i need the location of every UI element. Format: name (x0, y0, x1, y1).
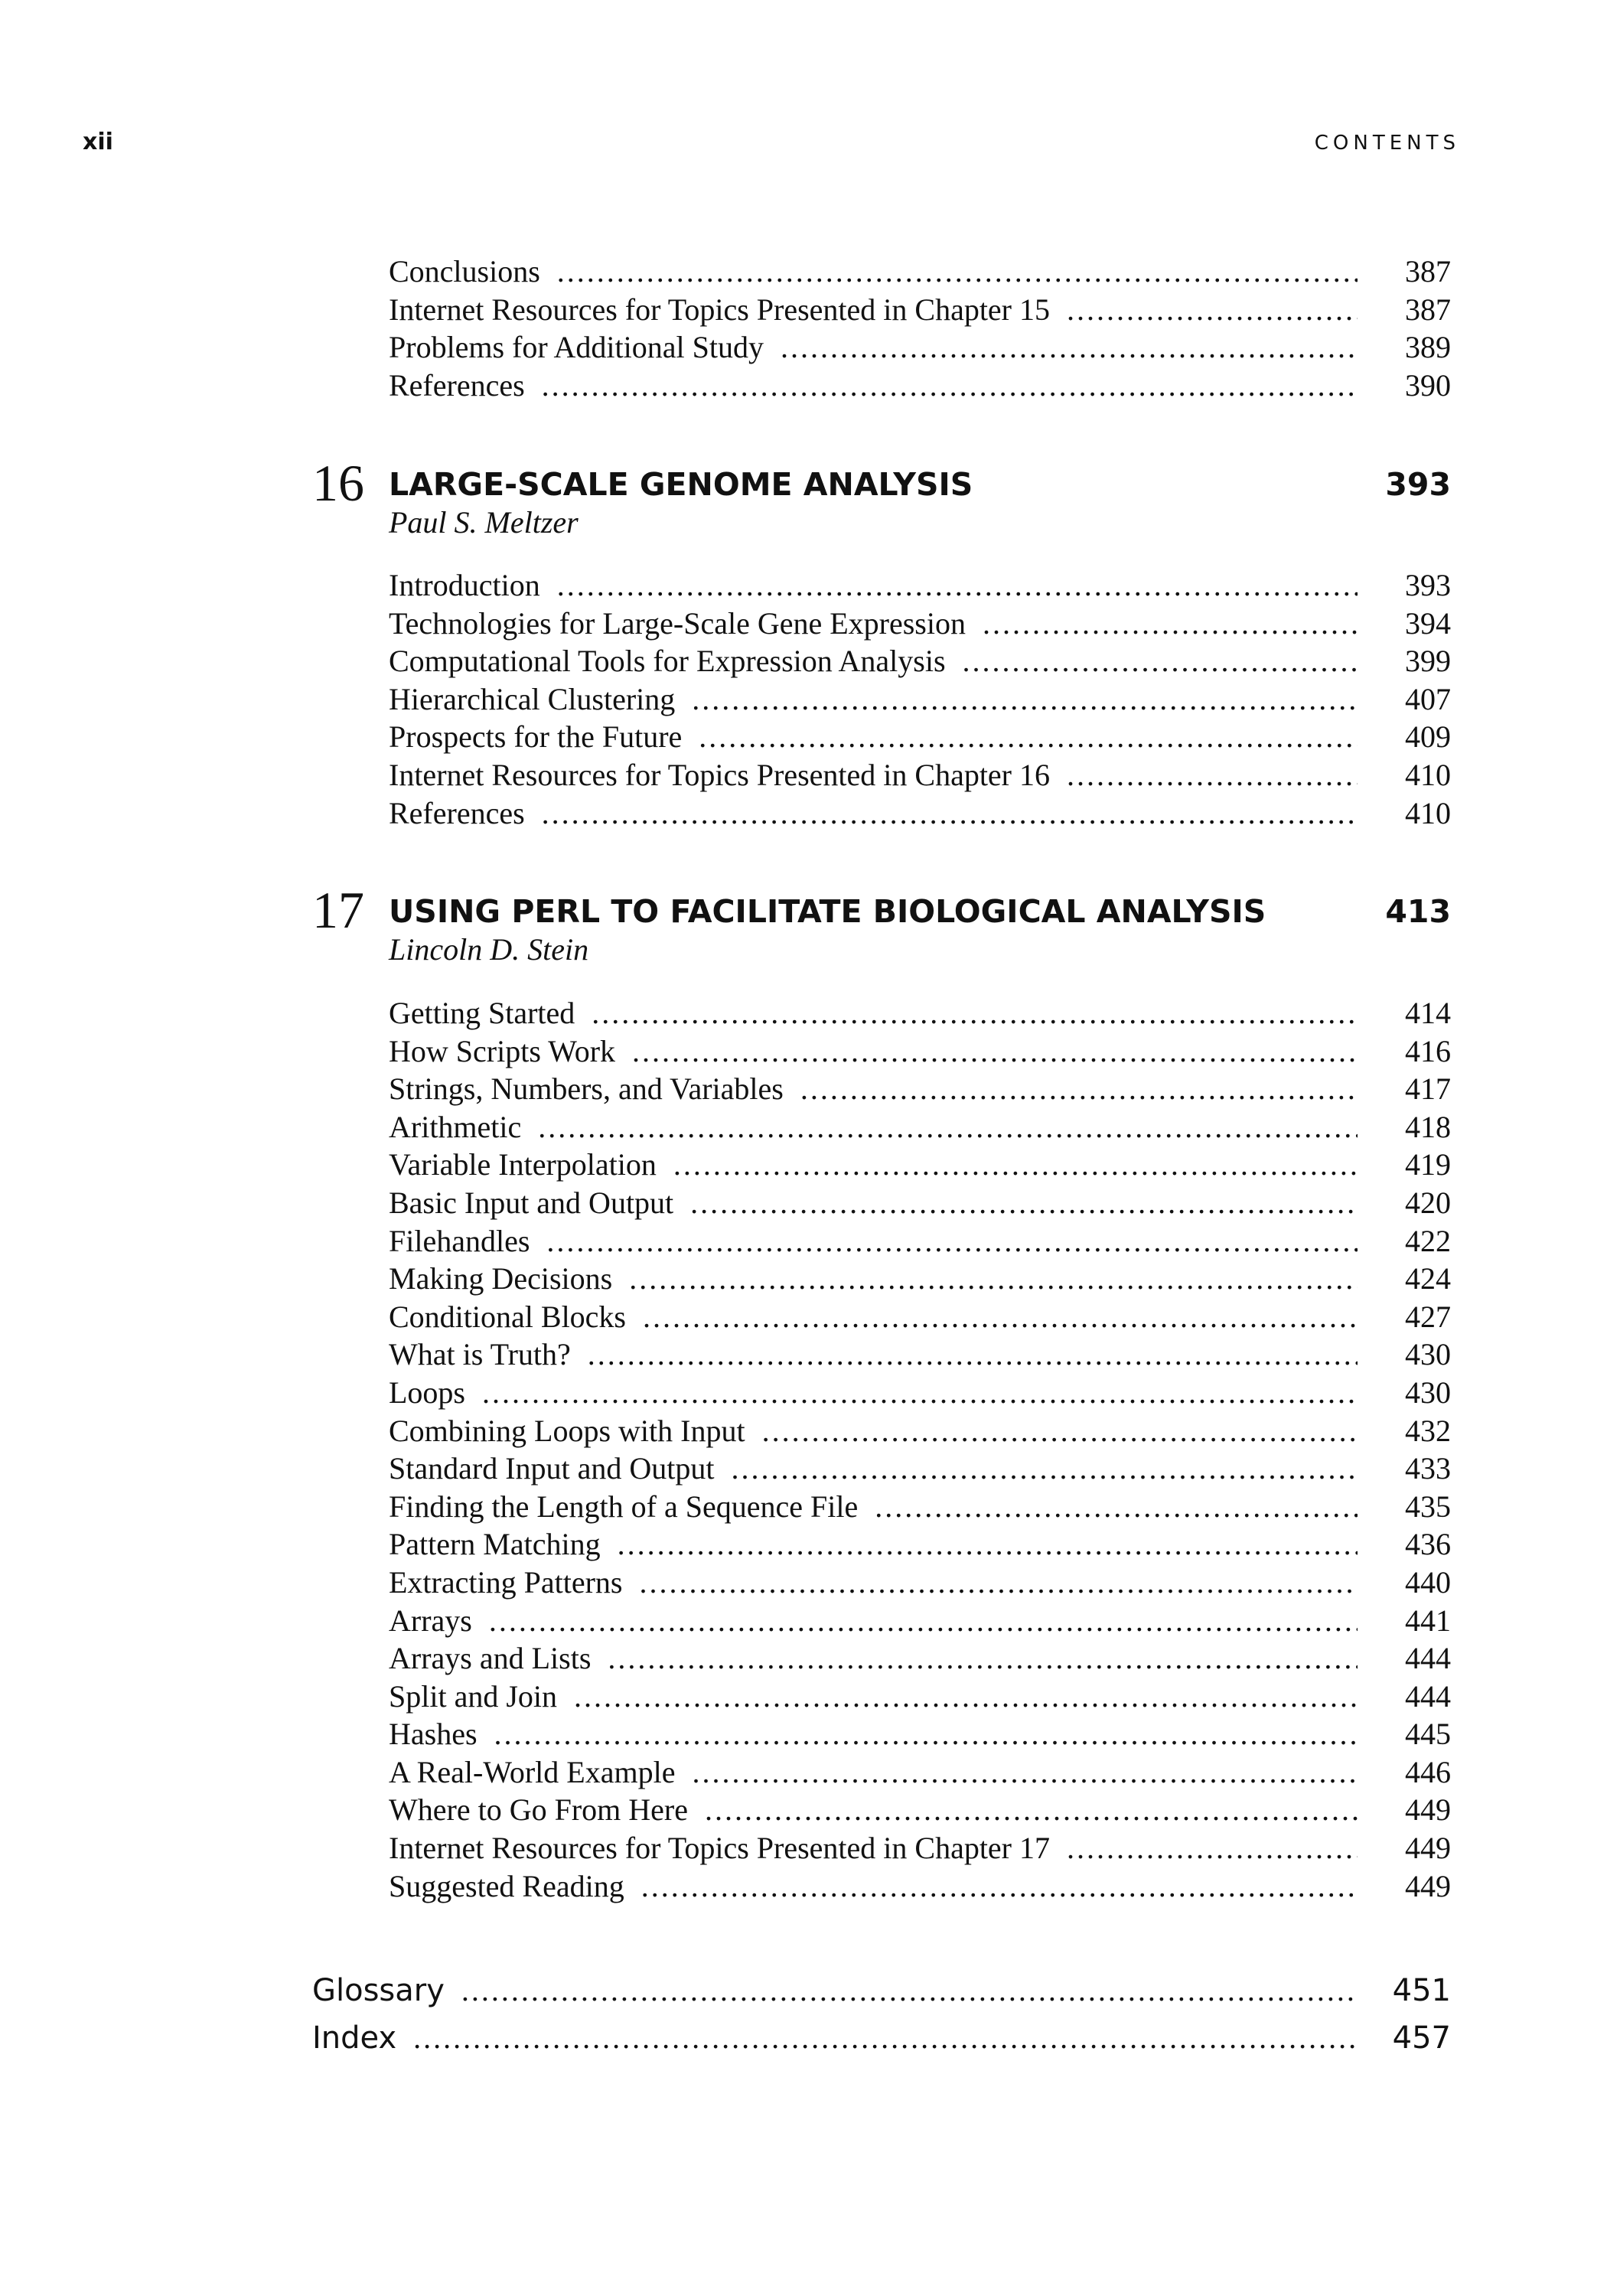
toc-entry-page: 444 (1405, 1641, 1451, 1676)
toc-entry-page: 436 (1405, 1527, 1451, 1562)
toc-entry-page: 409 (1405, 719, 1451, 755)
toc-entry-page: 424 (1405, 1261, 1451, 1296)
toc-entry-title: Arrays and Lists (389, 1641, 592, 1676)
toc-entry[interactable] (389, 1222, 1451, 1261)
toc-entry-title: Arithmetic (389, 1109, 522, 1144)
toc-entry-page: 449 (1405, 1831, 1451, 1866)
toc-entry-page: 457 (1392, 2020, 1451, 2056)
chapter-page: 413 (1385, 893, 1451, 930)
toc-entry-page: 394 (1405, 605, 1451, 641)
toc-entry-title: Variable Interpolation (389, 1147, 657, 1182)
toc-entry-title: Conditional Blocks (389, 1299, 626, 1334)
toc-entry[interactable] (389, 1639, 1451, 1678)
chapter-title: LARGE-SCALE GENOME ANALYSIS (389, 466, 973, 503)
toc-entry[interactable] (389, 1298, 1451, 1336)
toc-chapter-17-sections (389, 994, 1451, 1905)
chapter-number: 16 (312, 454, 364, 512)
toc-entry-page: 417 (1405, 1071, 1451, 1107)
toc-entry-title: References (389, 795, 525, 830)
toc-entry[interactable] (389, 1032, 1451, 1071)
toc-entry-page: 422 (1405, 1223, 1451, 1258)
toc-entry[interactable] (389, 1260, 1451, 1298)
toc-entry-page: 446 (1405, 1754, 1451, 1789)
toc-entry-page: 399 (1405, 644, 1451, 679)
toc-entry[interactable] (389, 994, 1451, 1032)
toc-entry-glossary[interactable] (312, 1967, 1451, 2014)
toc-entry[interactable] (389, 680, 1451, 719)
toc-entry-title: Basic Input and Output (389, 1185, 674, 1220)
toc-entry[interactable] (389, 1715, 1451, 1753)
toc-entry[interactable] (389, 642, 1451, 680)
toc-entry[interactable] (389, 1184, 1451, 1222)
toc-entry-title: Internet Resources for Topics Presented in Chapter 16 (389, 757, 1051, 792)
toc-entry-title: References (389, 367, 525, 403)
toc-entry[interactable] (389, 1602, 1451, 1640)
toc-entry-title: Index (312, 2020, 397, 2056)
toc-entry-title: Hierarchical Clustering (389, 681, 676, 716)
toc-entry-page: 418 (1405, 1109, 1451, 1144)
toc-entry[interactable] (389, 718, 1451, 756)
running-section-title: CONTENTS (1314, 132, 1460, 155)
toc-entry-title: Suggested Reading (389, 1868, 624, 1903)
chapter-author: Paul S. Meltzer (389, 505, 579, 540)
chapter-page: 393 (1385, 466, 1451, 503)
toc-entry-title: Hashes (389, 1717, 478, 1752)
toc-entry-page: 389 (1405, 330, 1451, 365)
toc-entry-page: 419 (1405, 1147, 1451, 1182)
toc-entry-title: Internet Resources for Topics Presented in Chapter 17 (389, 1831, 1051, 1866)
toc-entry[interactable] (389, 1412, 1451, 1450)
toc-entry-title: Internet Resources for Topics Presented in Chapter 15 (389, 292, 1051, 327)
toc-entry[interactable] (389, 1070, 1451, 1108)
toc-entry-title: Filehandles (389, 1223, 530, 1258)
toc-entry[interactable] (389, 1525, 1451, 1564)
toc-back-matter (312, 1967, 1451, 2062)
toc-entry[interactable] (389, 1336, 1451, 1374)
toc-entry-page: 414 (1405, 996, 1451, 1030)
chapter-16-heading[interactable] (312, 456, 1451, 548)
toc-entry[interactable] (389, 1791, 1451, 1829)
toc-entry[interactable] (389, 605, 1451, 643)
chapter-number: 17 (312, 881, 364, 939)
toc-entry-page: 427 (1405, 1299, 1451, 1334)
toc-entry[interactable] (389, 756, 1451, 794)
toc-entry[interactable] (389, 1488, 1451, 1526)
toc-entry[interactable] (389, 1867, 1451, 1906)
toc-entry[interactable] (389, 367, 1451, 405)
toc-entry-page: 451 (1392, 1973, 1451, 2008)
toc-entry-title: How Scripts Work (389, 1033, 616, 1068)
toc-entry-page: 430 (1405, 1337, 1451, 1372)
toc-entry-title: Conclusions (389, 254, 540, 289)
toc-entry-page: 449 (1405, 1792, 1451, 1828)
toc-entry-title: Computational Tools for Expression Analysis (389, 644, 946, 679)
chapter-author: Lincoln D. Stein (389, 932, 589, 967)
toc-entry-title: What is Truth? (389, 1337, 571, 1372)
toc-entry[interactable] (389, 291, 1451, 329)
toc-entry-title: A Real-World Example (389, 1754, 676, 1789)
toc-entry-title: Arrays (389, 1603, 472, 1638)
toc-entry-index[interactable] (312, 2014, 1451, 2062)
page-folio: xii (83, 129, 113, 155)
toc-entry-title: Split and Join (389, 1678, 558, 1714)
toc-entry[interactable] (389, 253, 1451, 291)
toc-entry[interactable] (389, 1753, 1451, 1792)
toc-entry-page: 416 (1405, 1033, 1451, 1068)
toc-entry[interactable] (389, 1678, 1451, 1716)
toc-entry[interactable] (389, 1450, 1451, 1488)
toc-entry-title: Loops (389, 1375, 465, 1410)
toc-entry[interactable] (389, 1108, 1451, 1146)
running-head (83, 129, 1460, 167)
toc-entry[interactable] (389, 1374, 1451, 1412)
toc-chapter-15-continued (389, 253, 1451, 404)
toc-entry-page: 387 (1405, 254, 1451, 289)
toc-entry[interactable] (389, 794, 1451, 833)
chapter-title: USING PERL TO FACILITATE BIOLOGICAL ANALYSIS (389, 893, 1266, 930)
toc-entry-page: 410 (1405, 795, 1451, 830)
toc-entry-title: Making Decisions (389, 1261, 613, 1296)
toc-entry-page: 387 (1405, 292, 1451, 327)
toc-entry-title: Pattern Matching (389, 1527, 601, 1562)
toc-entry[interactable] (389, 1829, 1451, 1867)
toc-entry-page: 407 (1405, 681, 1451, 716)
chapter-17-heading[interactable] (312, 883, 1451, 975)
toc-entry-title: Introduction (389, 568, 540, 602)
toc-entry-title: Standard Input and Output (389, 1451, 715, 1486)
toc-entry-title: Problems for Additional Study (389, 330, 764, 365)
toc-entry-title: Strings, Numbers, and Variables (389, 1071, 784, 1107)
toc-entry-page: 433 (1405, 1451, 1451, 1486)
toc-entry-page: 393 (1405, 568, 1451, 602)
toc-entry-page: 435 (1405, 1489, 1451, 1524)
toc-entry-title: Extracting Patterns (389, 1564, 623, 1600)
toc-entry-page: 430 (1405, 1375, 1451, 1410)
toc-entry-title: Glossary (312, 1973, 445, 2008)
toc-entry-title: Where to Go From Here (389, 1792, 688, 1828)
toc-entry[interactable] (389, 1146, 1451, 1184)
toc-entry-title: Prospects for the Future (389, 719, 683, 755)
toc-entry[interactable] (389, 1564, 1451, 1602)
toc-entry-page: 432 (1405, 1413, 1451, 1448)
toc-entry-page: 441 (1405, 1603, 1451, 1638)
toc-entry-page: 445 (1405, 1717, 1451, 1752)
toc-entry[interactable] (389, 566, 1451, 605)
toc-entry-title: Getting Started (389, 996, 575, 1030)
toc-entry-page: 444 (1405, 1678, 1451, 1714)
toc-entry-title: Combining Loops with Input (389, 1413, 745, 1448)
toc-entry-page: 410 (1405, 757, 1451, 792)
toc-entry-page: 440 (1405, 1564, 1451, 1600)
toc-entry[interactable] (389, 328, 1451, 367)
toc-entry-page: 420 (1405, 1185, 1451, 1220)
toc-chapter-16-sections (389, 566, 1451, 832)
toc-entry-title: Finding the Length of a Sequence File (389, 1489, 859, 1524)
toc-entry-title: Technologies for Large-Scale Gene Expression (389, 605, 966, 641)
toc-entry-page: 449 (1405, 1868, 1451, 1903)
toc-entry-page: 390 (1405, 367, 1451, 403)
